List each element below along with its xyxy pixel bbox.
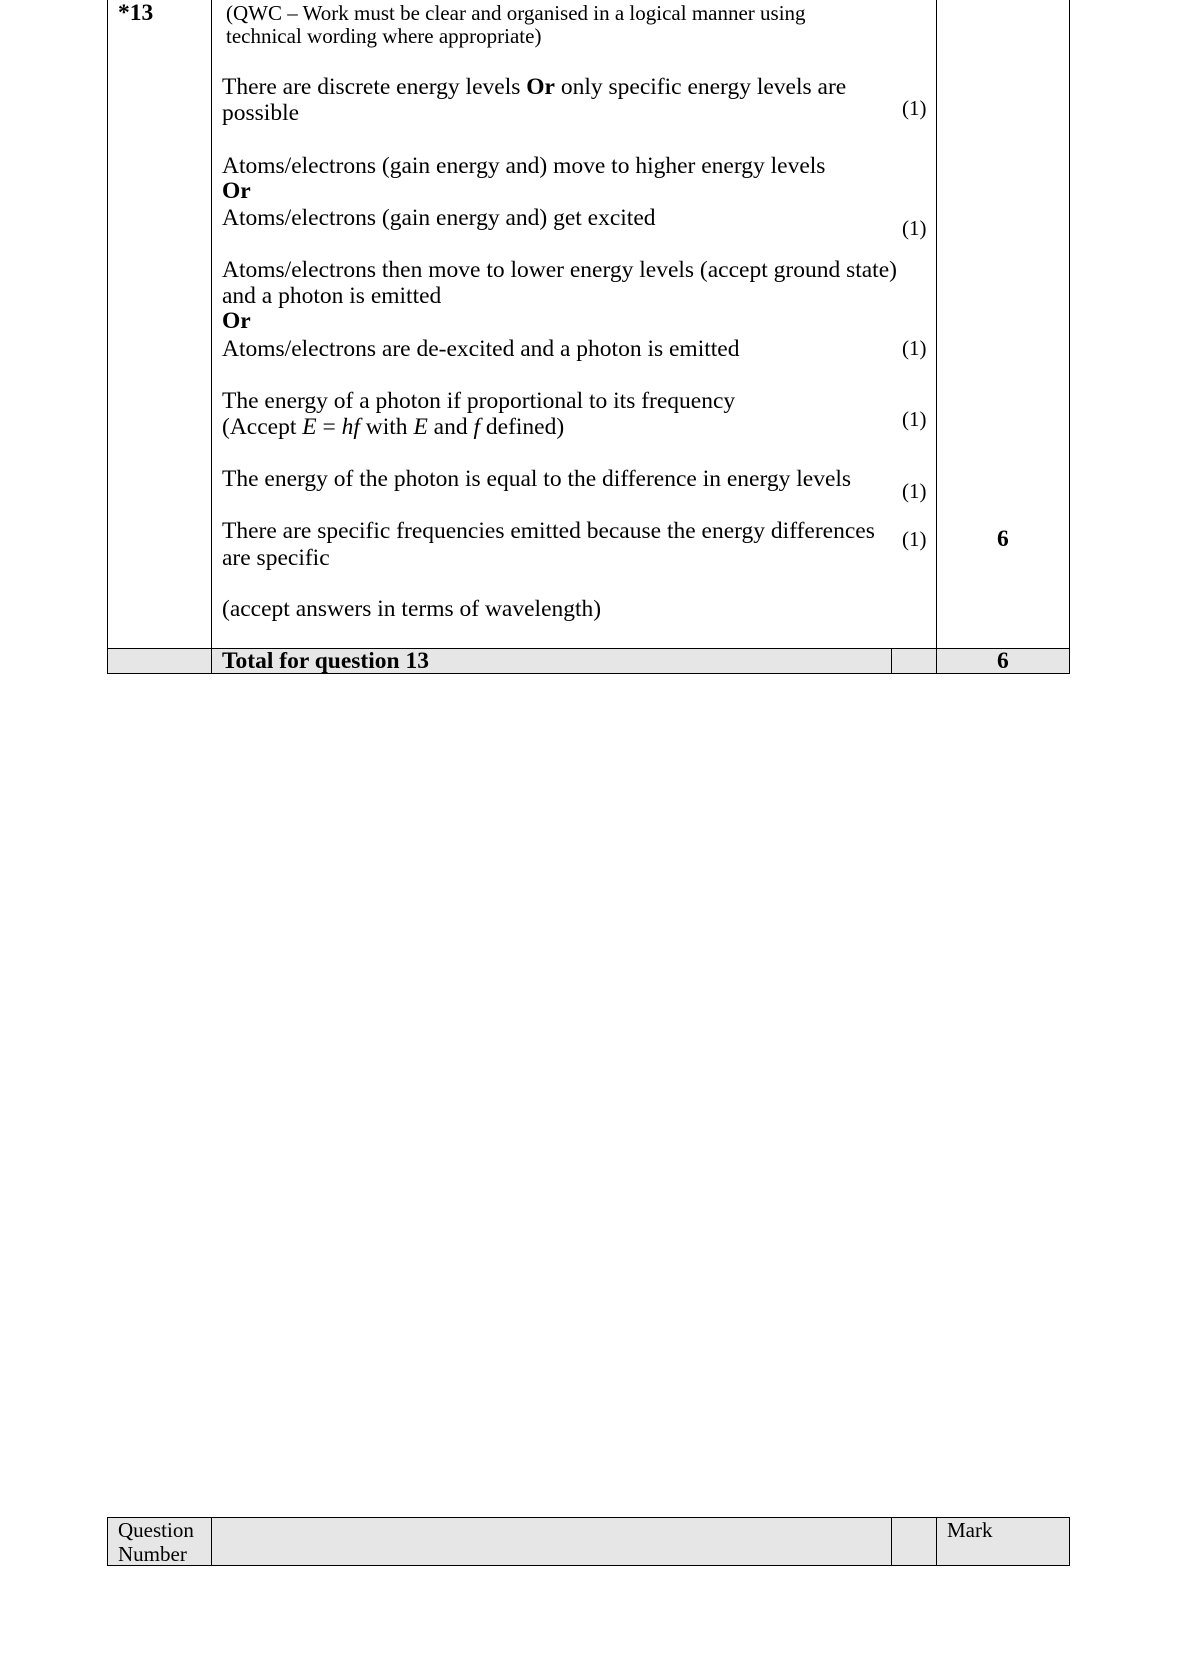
next-header-border-left [107,1517,108,1566]
point6-line1: There are specific frequencies emitted because the energy differences [222,518,875,544]
total-row-label: Total for question 13 [222,648,429,674]
question-number: *13 [118,0,154,26]
point6-mark: (1) [902,527,927,551]
point1-text-a: There are discrete energy levels [222,74,527,100]
point4-var-hf: hf [341,414,360,440]
point3-line1: Atoms/electrons then move to lower energy levels (accept ground state) [222,257,897,283]
point1-line2: possible [222,100,300,126]
point4-var-f: f [473,414,481,440]
point1-text-b: only specific energy levels are [554,74,847,100]
point4-defined: defined) [480,414,565,440]
point1-line1 [222,74,846,101]
point3-line4: Atoms/electrons are de-excited and a photon is emitted [222,336,740,362]
point4-with: with [359,414,414,440]
qwc-note-line1: (QWC – Work must be clear and organised in a logical manner using [226,1,806,25]
next-header-top-border [107,1517,1070,1518]
point1-or: Or [526,74,555,100]
point2-mark: (1) [902,216,927,240]
point1-mark: (1) [902,96,927,120]
next-header-question-line2: Number [118,1542,187,1566]
point2-line3: Atoms/electrons (gain energy and) get excited [222,205,656,231]
point4-line2 [222,414,564,441]
table-border-left [107,0,108,674]
point2-line1: Atoms/electrons (gain energy and) move to higher energy levels [222,153,826,179]
table-border-right [1069,0,1070,674]
question-total-mark: 6 [997,526,1009,552]
point4-mark: (1) [902,407,927,431]
next-header-border-col4 [936,1517,937,1566]
point3-or: Or [222,308,251,334]
point4-equals: = [316,414,342,440]
qwc-note-line2: technical wording where appropriate) [226,24,542,48]
next-header-bottom-border [107,1565,1070,1566]
point3-line2: and a photon is emitted [222,283,442,309]
next-header-border-right [1069,1517,1070,1566]
table-border-col3 [891,648,892,674]
next-header-border-col3 [891,1517,892,1566]
next-header-background [107,1517,1070,1566]
point4-var-e2: E [413,414,428,440]
point4-and: and [427,414,474,440]
next-header-question-line1: Question [118,1518,194,1542]
wavelength-note: (accept answers in terms of wavelength) [222,596,602,622]
point5-line1: The energy of the photon is equal to the difference in energy levels [222,466,852,492]
table-border-col1 [211,0,212,674]
point4-accept: (Accept [222,414,303,440]
next-header-border-col1 [211,1517,212,1566]
next-header-mark: Mark [947,1518,993,1542]
point4-var-e1: E [302,414,317,440]
total-row-mark: 6 [997,648,1009,674]
table-border-col4 [936,0,937,674]
point6-line2: are specific [222,545,330,571]
point2-or: Or [222,178,251,204]
point3-mark: (1) [902,336,927,360]
point5-mark: (1) [902,479,927,503]
point4-line1: The energy of a photon if proportional to its frequency [222,388,736,414]
